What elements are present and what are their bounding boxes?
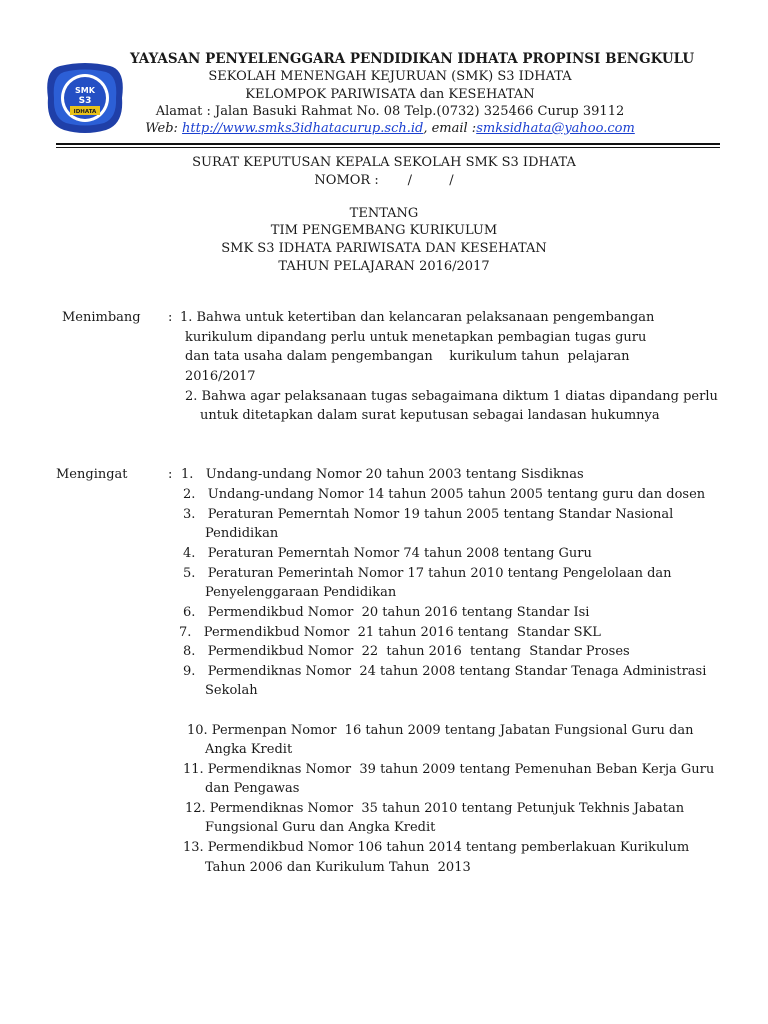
- decree-subject-3: TAHUN PELAJARAN 2016/2017: [278, 259, 490, 274]
- menimbang-colon: :: [168, 310, 173, 325]
- mengingat-line: 11. Permendiknas Nomor 39 tahun 2009 tentang Pemenuhan Beban Kerja Guru: [183, 762, 715, 777]
- menimbang-label: Menimbang: [62, 310, 141, 325]
- mengingat-line: 8. Permendikbud Nomor 22 tahun 2016 tentang Standar Proses: [183, 644, 630, 659]
- menimbang-line: 1. Bahwa untuk ketertiban dan kelancaran pelaksanaan pengembangan: [180, 310, 655, 325]
- mengingat-line: 13. Permendikbud Nomor 106 tahun 2014 tentang pemberlakuan Kurikulum: [183, 840, 690, 855]
- menimbang-line: 2016/2017: [185, 369, 256, 384]
- email-link[interactable]: smksidhata@yahoo.com: [476, 121, 635, 136]
- mengingat-line: 5. Peraturan Pemerintah Nomor 17 tahun 2010 tentang Pengelolaan dan: [183, 566, 672, 581]
- logo-text-s3: S3: [78, 96, 92, 106]
- mengingat-line: Fungsional Guru dan Angka Kredit: [205, 820, 436, 835]
- menimbang-line: untuk ditetapkan dalam surat keputusan sebagai landasan hukumnya: [200, 408, 660, 423]
- decree-subject-2: SMK S3 IDHATA PARIWISATA DAN KESEHATAN: [221, 241, 547, 256]
- mengingat-line: Penyelenggaraan Pendidikan: [205, 585, 397, 600]
- school-address: Alamat : Jalan Basuki Rahmat No. 08 Telp.(0732) 325466 Curup 39112: [155, 104, 625, 119]
- mengingat-line: 4. Peraturan Pemerntah Nomor 74 tahun 2008 tentang Guru: [183, 546, 592, 561]
- mengingat-colon: :: [168, 467, 173, 482]
- menimbang-line: kurikulum dipandang perlu untuk menetapkan pembagian tugas guru: [185, 330, 647, 345]
- mengingat-line: 6. Permendikbud Nomor 20 tahun 2016 tentang Standar Isi: [183, 605, 590, 620]
- mengingat-line: Angka Kredit: [205, 742, 293, 757]
- logo-text-idhata: IDHATA: [73, 109, 97, 115]
- mengingat-line: Pendidikan: [205, 526, 279, 541]
- mengingat-line: 2. Undang-undang Nomor 14 tahun 2005 tahun 2005 tentang guru dan dosen: [183, 487, 706, 502]
- mengingat-line: 9. Permendiknas Nomor 24 tahun 2008 tentang Standar Tenaga Administrasi: [183, 664, 707, 679]
- mengingat-line: Sekolah: [205, 683, 258, 698]
- decree-title: SURAT KEPUTUSAN KEPALA SEKOLAH SMK S3 IDHATA: [192, 155, 576, 170]
- decree-about: TENTANG: [349, 206, 419, 221]
- logo-text-smk: SMK: [75, 86, 95, 95]
- email-label: , email :: [423, 121, 477, 136]
- mengingat-line: Tahun 2006 dan Kurikulum Tahun 2013: [205, 860, 471, 875]
- web-label: Web:: [145, 121, 183, 136]
- mengingat-label: Mengingat: [56, 467, 128, 482]
- letterhead-divider-thick: [56, 143, 720, 145]
- mengingat-line: 12. Permendiknas Nomor 35 tahun 2010 tentang Petunjuk Tekhnis Jabatan: [185, 801, 685, 816]
- school-logo-icon: [40, 58, 130, 138]
- mengingat-line: 1. Undang-undang Nomor 20 tahun 2003 tentang Sisdiknas: [181, 467, 584, 482]
- menimbang-line: 2. Bahwa agar pelaksanaan tugas sebagaimana diktum 1 diatas dipandang perlu: [185, 389, 718, 404]
- mengingat-line: 7. Permendikbud Nomor 21 tahun 2016 tentang Standar SKL: [179, 625, 601, 640]
- menimbang-line: dan tata usaha dalam pengembangan kurikulum tahun pelajaran: [185, 349, 630, 364]
- contact-line: [130, 120, 650, 138]
- mengingat-line: dan Pengawas: [205, 781, 300, 796]
- mengingat-line: 3. Peraturan Pemerntah Nomor 19 tahun 2005 tentang Standar Nasional: [183, 507, 674, 522]
- school-name: SEKOLAH MENENGAH KEJURUAN (SMK) S3 IDHATA: [208, 69, 572, 84]
- mengingat-line: 10. Permenpan Nomor 16 tahun 2009 tentang Jabatan Fungsional Guru dan: [187, 723, 694, 738]
- foundation-name: YAYASAN PENYELENGGARA PENDIDIKAN IDHATA PROPINSI BENGKULU: [130, 51, 695, 67]
- letterhead-divider-thin: [56, 147, 720, 148]
- school-group: KELOMPOK PARIWISATA dan KESEHATAN: [245, 87, 535, 102]
- decree-number: NOMOR : / /: [314, 173, 454, 188]
- decree-subject-1: TIM PENGEMBANG KURIKULUM: [270, 223, 498, 238]
- website-link[interactable]: http://www.smks3idhatacurup.sch.id: [182, 121, 424, 136]
